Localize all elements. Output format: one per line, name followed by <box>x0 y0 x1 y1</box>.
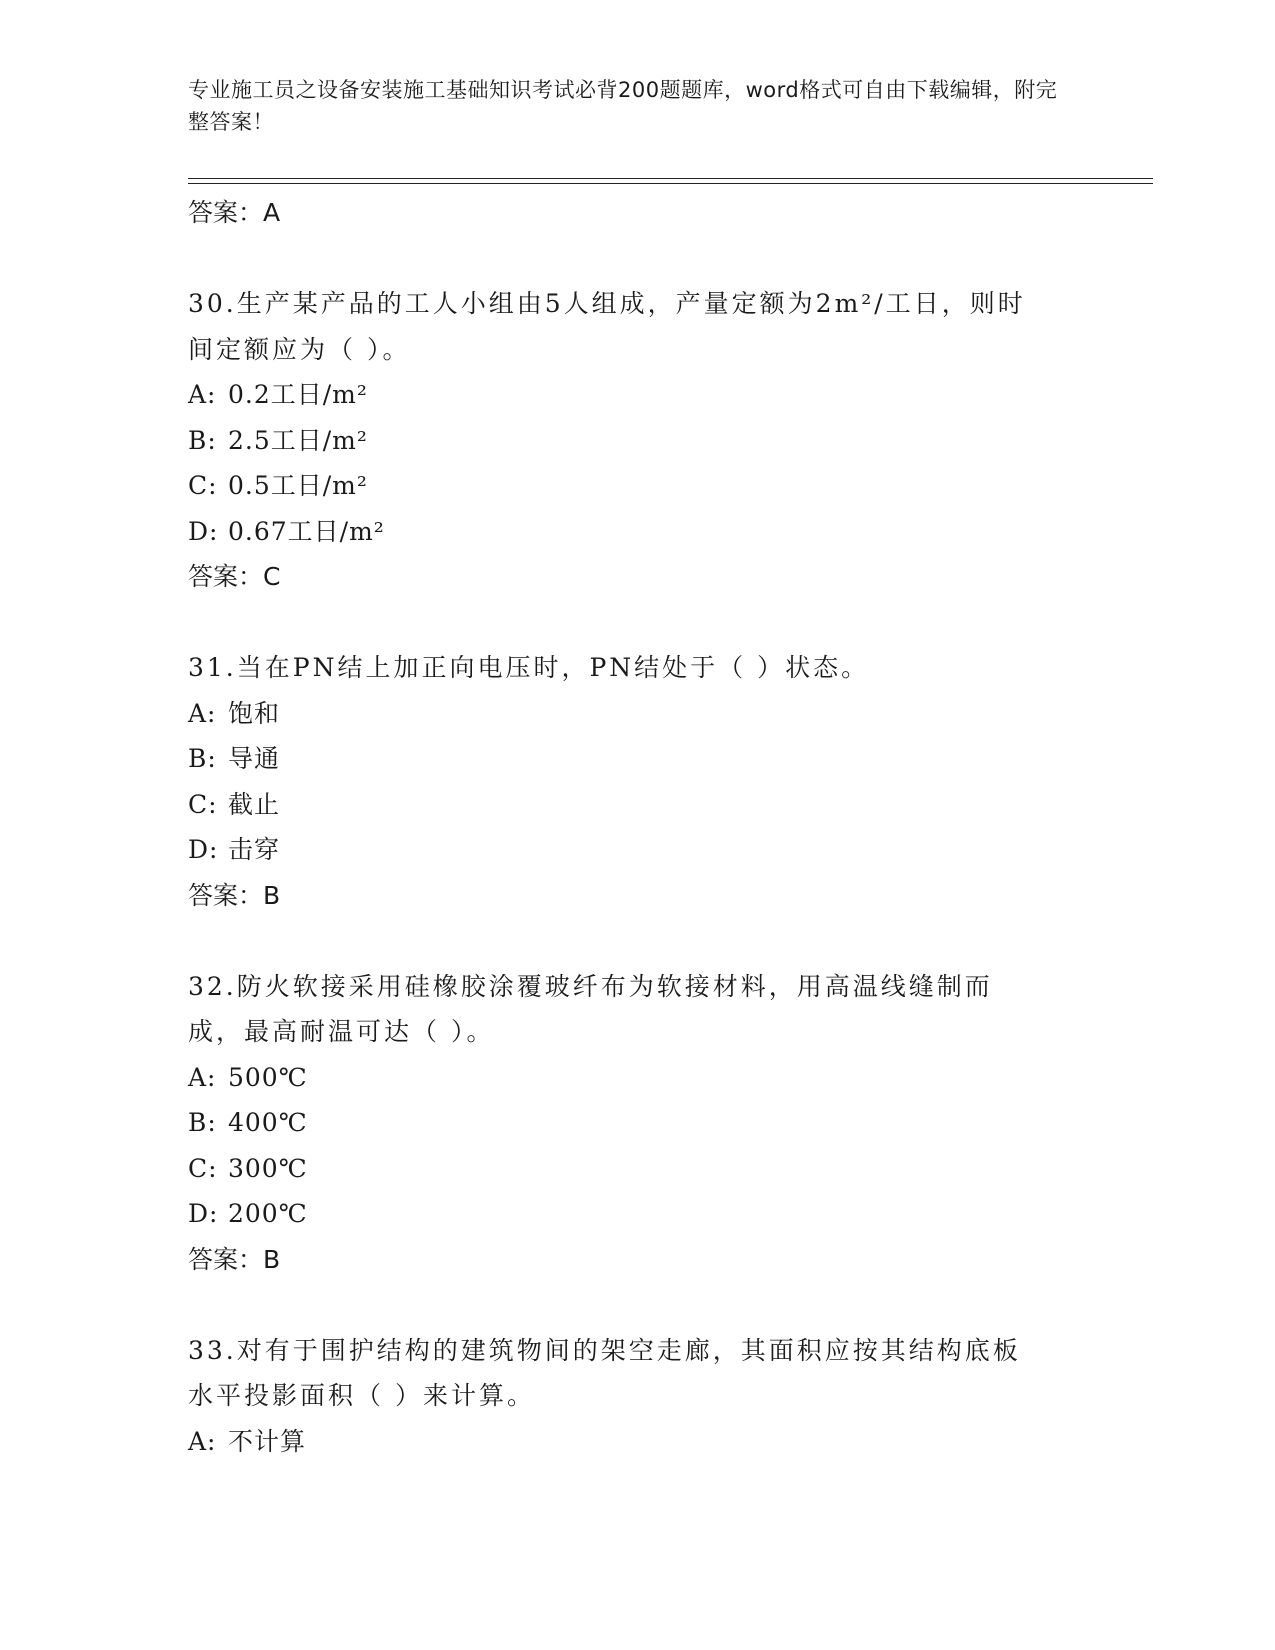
option-b: B: 导通 <box>188 744 281 773</box>
option-a: A: 不计算 <box>188 1426 307 1456</box>
option-c: C: 300℃ <box>188 1153 308 1183</box>
answer-line: 答案：A <box>188 198 281 227</box>
option-b: B: 400℃ <box>188 1108 308 1137</box>
question-text: 31.当在PN结上加正向电压时，PN结处于（ ）状态。 <box>188 653 870 682</box>
header-divider-top <box>188 178 1153 179</box>
question-item <box>188 645 1088 919</box>
option-b: B: 2.5工日/m² <box>188 425 368 455</box>
question-list <box>188 190 1088 1464</box>
option-a: A: 饱和 <box>188 698 281 728</box>
question-text: 30.生产某产品的工人小组由5人组成，产量定额为2m²/工日，则时间定额应为（ ）。 <box>188 289 1026 364</box>
option-c: C: 0.5工日/m² <box>188 471 368 500</box>
answer-line: 答案：B <box>188 1244 281 1274</box>
option-c: C: 截止 <box>188 789 281 819</box>
question-text: 32.防火软接采用硅橡胶涂覆玻纤布为软接材料，用高温线缝制而成，最高耐温可达（ ）。 <box>188 971 993 1046</box>
header-divider-bottom <box>188 183 1153 184</box>
option-a: A: 0.2工日/m² <box>188 380 368 409</box>
option-d: D: 击穿 <box>188 835 281 864</box>
page-header: 专业施工员之设备安装施工基础知识考试必背200题题库，word格式可自由下载编辑，附完整答案！ <box>188 78 1058 134</box>
question-item <box>188 964 1088 1283</box>
option-d: D: 200℃ <box>188 1199 308 1228</box>
question-item <box>188 281 1088 600</box>
answer-line: 答案：B <box>188 880 281 910</box>
question-item <box>188 1328 1088 1465</box>
answer-line: 答案：C <box>188 562 281 591</box>
option-d: D: 0.67工日/m² <box>188 516 385 546</box>
question-text: 33.对有于围护结构的建筑物间的架空走廊，其面积应按其结构底板水平投影面积（ ）来计算。 <box>188 1335 1021 1410</box>
option-a: A: 500℃ <box>188 1062 308 1092</box>
